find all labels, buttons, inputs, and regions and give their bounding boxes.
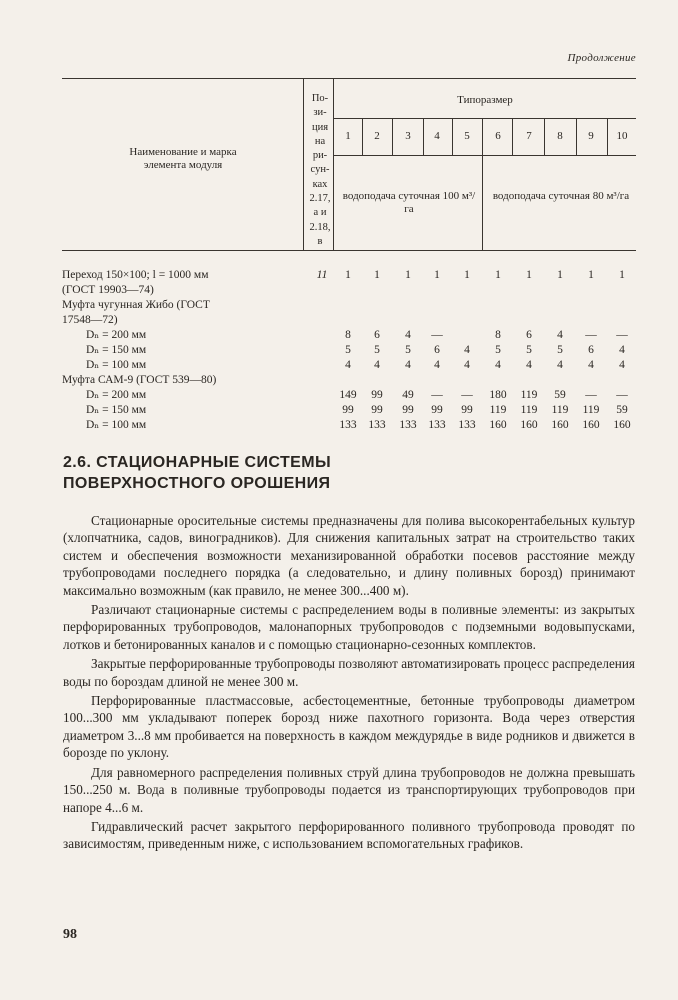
section-title-line: ПОВЕРХНОСТНОГО ОРОШЕНИЯ xyxy=(63,475,331,492)
row-value: 4 xyxy=(405,359,411,371)
row-label: Муфта САМ-9 (ГОСТ 539—80) xyxy=(62,374,217,386)
row-value: 6 xyxy=(588,344,594,356)
row-value: 6 xyxy=(374,329,380,341)
paragraph: Гидравлический расчет закрытого перфорированного поливного трубопровода проводят по зависимостям, приведенным ниже, с использованием вспомогательных графиков. xyxy=(63,818,635,852)
row-value: — xyxy=(431,389,443,401)
table-divider xyxy=(452,118,453,155)
row-label: Dₙ = 200 мм xyxy=(86,329,147,341)
section-title-line: 2.6. СТАЦИОНАРНЫЕ СИСТЕМЫ xyxy=(63,454,332,471)
size-number: 6 xyxy=(495,130,501,142)
size-number: 9 xyxy=(588,130,594,142)
paragraph: Перфорированные пластмассовые, асбестоцементные, бетонные трубопроводы диаметром 100...300 мм укладывают поперек борозд ниже пахотного горизонта. Вода через отверстия диаметром 3...8 мм пробивается на поверхность в каждом междурядье в виде родников и движется в борозде по уклону. xyxy=(63,693,635,761)
row-value: — xyxy=(585,329,597,341)
row-value: 4 xyxy=(464,344,470,356)
row-value: 4 xyxy=(434,359,440,371)
size-number: 3 xyxy=(405,130,411,142)
row-value: 1 xyxy=(526,269,532,281)
row-value: 99 xyxy=(371,404,383,416)
row-value: 1 xyxy=(495,269,501,281)
row-value: 49 xyxy=(402,389,414,401)
size-number: 4 xyxy=(434,130,440,142)
row-value: — xyxy=(616,389,628,401)
row-value: 119 xyxy=(520,389,538,401)
row-label: Dₙ = 150 мм xyxy=(86,344,147,356)
row-label: Dₙ = 150 мм xyxy=(86,404,147,416)
row-value: 4 xyxy=(345,359,351,371)
table-divider xyxy=(544,118,545,155)
row-label: Dₙ = 100 мм xyxy=(86,359,147,371)
row-label: (ГОСТ 19903—74) xyxy=(62,284,154,296)
paragraph: Закрытые перфорированные трубопроводы позволяют автоматизировать процесс распределения воды по бороздам длиной не менее 300 м. xyxy=(63,656,635,689)
row-value: 4 xyxy=(619,344,625,356)
paragraph: Стационарные оросительные системы предназначены для полива высокорентабельных культур (хлопчатника, садов, виноградников). Для снижения капитальных затрат на строительство таких систем и обеспечения возможности механизированной обработки посевов расстояние между трубопроводами последнего порядка (а следовательно, и длину поливных борозд) принимают максимально возможным (как правило, не менее 300...400 м). xyxy=(63,513,635,598)
row-value: 1 xyxy=(464,269,470,281)
row-value: 5 xyxy=(374,344,380,356)
table-divider xyxy=(333,78,334,250)
size-number: 5 xyxy=(464,130,470,142)
table-divider xyxy=(303,78,304,250)
table-top-rule xyxy=(62,78,636,79)
water-supply-a: водоподача суточная 100 м³/га xyxy=(342,190,476,215)
row-value: 160 xyxy=(551,419,569,431)
position-column-header: По-зи-ция на ри-сун-ках 2.17, а и 2.18, в xyxy=(309,93,331,247)
table-divider xyxy=(392,118,393,155)
row-value: 1 xyxy=(588,269,594,281)
row-value: 119 xyxy=(582,404,600,416)
row-value: 99 xyxy=(342,404,354,416)
row-value: — xyxy=(461,389,473,401)
paragraph: Для равномерного распределения поливных струй длина трубопроводов не должна превышать 150...250 м. Вода в поливные трубопроводы подается из транспортирующих трубопроводов при напоре 4...6 м. xyxy=(63,764,635,815)
row-value: 160 xyxy=(489,419,507,431)
row-value: 5 xyxy=(405,344,411,356)
water-supply-b: водоподача суточная 80 м³/га xyxy=(492,190,630,202)
row-value: 133 xyxy=(428,419,446,431)
table-divider xyxy=(423,118,424,155)
row-value: 160 xyxy=(520,419,538,431)
row-value: 1 xyxy=(619,269,625,281)
row-value: 5 xyxy=(526,344,532,356)
paragraph: Различают стационарные системы с распределением воды в поливные элементы: из закрытых перфорированных трубопроводов, малонапорных трубопроводов с подземными водовыпусками, лотков и бетонированных каналов и с помощью стационарно-сезонных комплектов. xyxy=(63,602,635,652)
row-value: 8 xyxy=(495,329,501,341)
row-value: 4 xyxy=(405,329,411,341)
row-value: 160 xyxy=(582,419,600,431)
row-value: 1 xyxy=(405,269,411,281)
table-divider xyxy=(333,118,636,119)
row-value: — xyxy=(616,329,628,341)
table-divider xyxy=(482,118,483,250)
row-value: 4 xyxy=(557,359,563,371)
row-value: 5 xyxy=(345,344,351,356)
row-value: 1 xyxy=(434,269,440,281)
row-value: 8 xyxy=(345,329,351,341)
row-value: 119 xyxy=(520,404,538,416)
row-value: 5 xyxy=(495,344,501,356)
row-label: 17548—72) xyxy=(62,314,118,326)
row-value: 4 xyxy=(495,359,501,371)
row-value: 4 xyxy=(557,329,563,341)
name-column-header: Наименование и марка элемента модуля xyxy=(129,146,237,171)
size-number: 8 xyxy=(557,130,563,142)
size-number: 7 xyxy=(526,130,532,142)
row-value: 4 xyxy=(588,359,594,371)
row-value: 133 xyxy=(368,419,386,431)
table-divider xyxy=(607,118,608,155)
table-divider xyxy=(333,155,636,156)
row-value: 4 xyxy=(464,359,470,371)
row-value: 99 xyxy=(371,389,383,401)
row-value: 133 xyxy=(458,419,476,431)
table-divider xyxy=(576,118,577,155)
row-label: Переход 150×100; l = 1000 мм xyxy=(62,269,209,281)
table-divider xyxy=(362,118,363,155)
row-value: 5 xyxy=(557,344,563,356)
row-value: 4 xyxy=(526,359,532,371)
table-divider xyxy=(512,118,513,155)
row-value: — xyxy=(431,329,443,341)
row-value: 133 xyxy=(399,419,417,431)
row-value: 1 xyxy=(557,269,563,281)
table-header-bottom-rule xyxy=(62,250,636,251)
row-value: 160 xyxy=(613,419,631,431)
row-position: 11 xyxy=(316,269,328,281)
row-value: 59 xyxy=(616,404,628,416)
row-value: 6 xyxy=(434,344,440,356)
row-value: 99 xyxy=(431,404,443,416)
row-value: 119 xyxy=(551,404,569,416)
row-value: 133 xyxy=(339,419,357,431)
page-number: 98 xyxy=(63,927,77,942)
row-value: 119 xyxy=(489,404,507,416)
section-title xyxy=(63,452,331,494)
continuation-label: Продолжение xyxy=(567,52,636,64)
row-value: 4 xyxy=(374,359,380,371)
row-value: 180 xyxy=(489,389,507,401)
row-value: 99 xyxy=(402,404,414,416)
size-group-header: Типоразмер xyxy=(457,94,513,106)
row-value: 99 xyxy=(461,404,473,416)
row-label: Dₙ = 200 мм xyxy=(86,389,147,401)
size-number: 10 xyxy=(616,130,628,142)
row-value: 1 xyxy=(345,269,351,281)
row-value: 6 xyxy=(526,329,532,341)
size-number: 2 xyxy=(374,130,380,142)
row-value: 4 xyxy=(619,359,625,371)
row-value: 149 xyxy=(339,389,357,401)
size-number: 1 xyxy=(345,130,351,142)
row-value: 1 xyxy=(374,269,380,281)
row-label: Муфта чугунная Жибо (ГОСТ xyxy=(62,299,210,311)
row-value: — xyxy=(585,389,597,401)
row-value: 59 xyxy=(554,389,566,401)
row-label: Dₙ = 100 мм xyxy=(86,419,147,431)
body-text xyxy=(63,512,635,855)
